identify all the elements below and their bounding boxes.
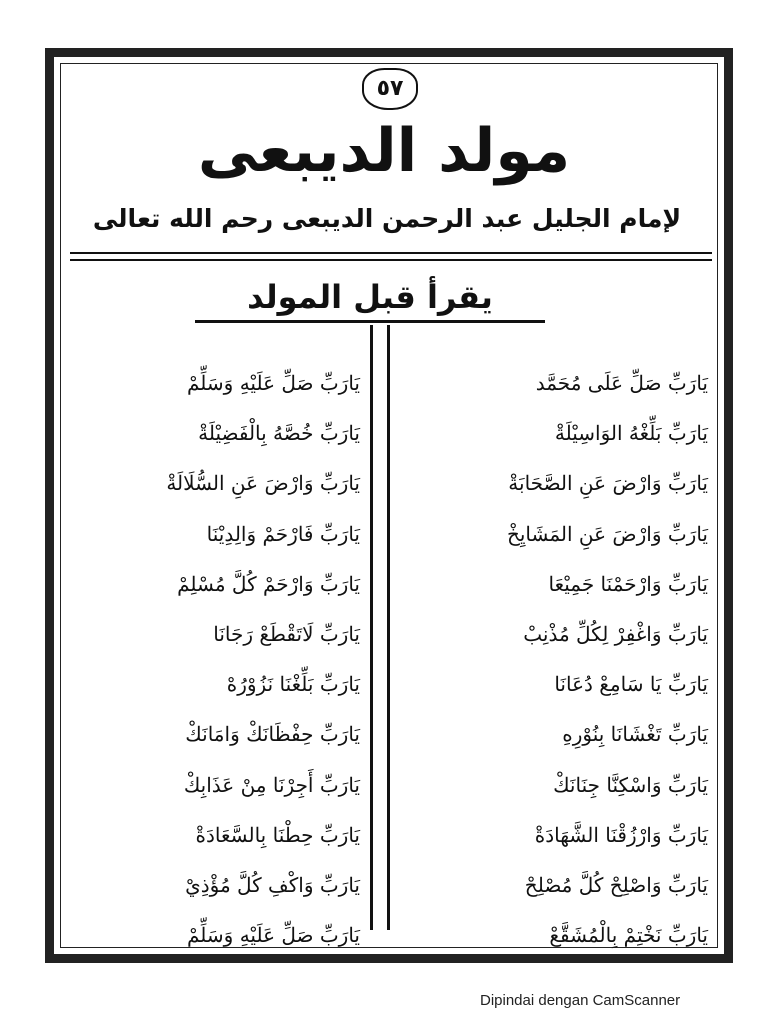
section-heading: يقرأ قبل المولد — [195, 278, 545, 323]
verse-line: يَارَبِّ بَلِّغْهُ الوَاسِيْلَةْ — [554, 421, 708, 446]
verse-line: يَارَبِّ صَلِّ عَلَيْهِ وَسَلِّمْ — [186, 923, 360, 948]
verse-line: يَارَبِّ نَخْتِمْ بِالْمُشَقَّعْ — [549, 923, 708, 948]
document-subtitle: لإمام الجليل عبد الرحمن الديبعى رحم الله تعالى — [92, 204, 682, 233]
verse-line: يَارَبِّ وَارْضَ عَنِ الصَّحَابَةْ — [508, 471, 708, 496]
verse-line: يَارَبِّ وَارْضَ عَنِ المَشَايِخْ — [506, 521, 708, 546]
verse-line: يَارَبِّ وَارْزُقْنَا الشَّهَادَةْ — [534, 822, 708, 847]
verse-line: يَارَبِّ أَجِرْنَا مِنْ عَذَابِكْ — [183, 772, 360, 797]
verse-line: يَارَبِّ وَارْحَمْ كُلَّ مُسْلِمْ — [177, 571, 360, 596]
verse-line: يَارَبِّ صَلِّ عَلَيْهِ وَسَلِّمْ — [186, 371, 360, 395]
verse-line: يَارَبِّ بَلِّغْنَا نَزُوْرُهْ — [226, 672, 360, 697]
document-title: مولد الديبعى — [197, 116, 571, 186]
verse-line: يَارَبِّ حِفْظَانَكْ وَامَانَكْ — [185, 722, 360, 747]
verse-line: يَارَبِّ وَاكْفِ كُلَّ مُؤْذِيْ — [185, 872, 360, 897]
verse-line: يَارَبِّ حِطْنَا بِالسَّعَادَةْ — [195, 822, 360, 847]
page-number: ٥٧ — [362, 68, 418, 110]
verse-line: يَارَبِّ يَا سَامِعْ دُعَانَا — [554, 672, 708, 697]
verse-line: يَارَبِّ وَارْحَمْنَا جَمِيْعَا — [548, 571, 708, 596]
verse-line: يَارَبِّ خُصَّهُ بِالْفَضِيْلَةْ — [198, 421, 360, 446]
verse-line: يَارَبِّ وَاصْلِحْ كُلَّ مُصْلِحْ — [524, 872, 708, 897]
verse-line: يَارَبِّ صَلِّ عَلَى مُحَمَّد — [535, 371, 708, 395]
verse-line: يَارَبِّ فَارْحَمْ وَالِدِيْنَا — [206, 521, 360, 546]
verse-column-left — [95, 358, 360, 960]
title-divider — [70, 252, 712, 261]
verse-line: يَارَبِّ وَاسْكِنَّا جِنَانَكْ — [553, 772, 708, 797]
scanner-watermark: Dipindai dengan CamScanner — [480, 992, 681, 1009]
verse-line: يَارَبِّ وَاغْفِرْ لِكُلِّ مُذْنِبْ — [523, 621, 708, 646]
verse-line: يَارَبِّ وَارْضَ عَنِ السُّلَالَةْ — [166, 471, 360, 496]
column-divider — [370, 325, 390, 930]
verse-column-right — [443, 358, 708, 960]
verse-line: يَارَبِّ لَاتَقْطَعْ رَجَانَا — [213, 621, 360, 646]
verse-line: يَارَبِّ تَغْشَانَا بِنُوْرِهِ — [562, 722, 708, 747]
